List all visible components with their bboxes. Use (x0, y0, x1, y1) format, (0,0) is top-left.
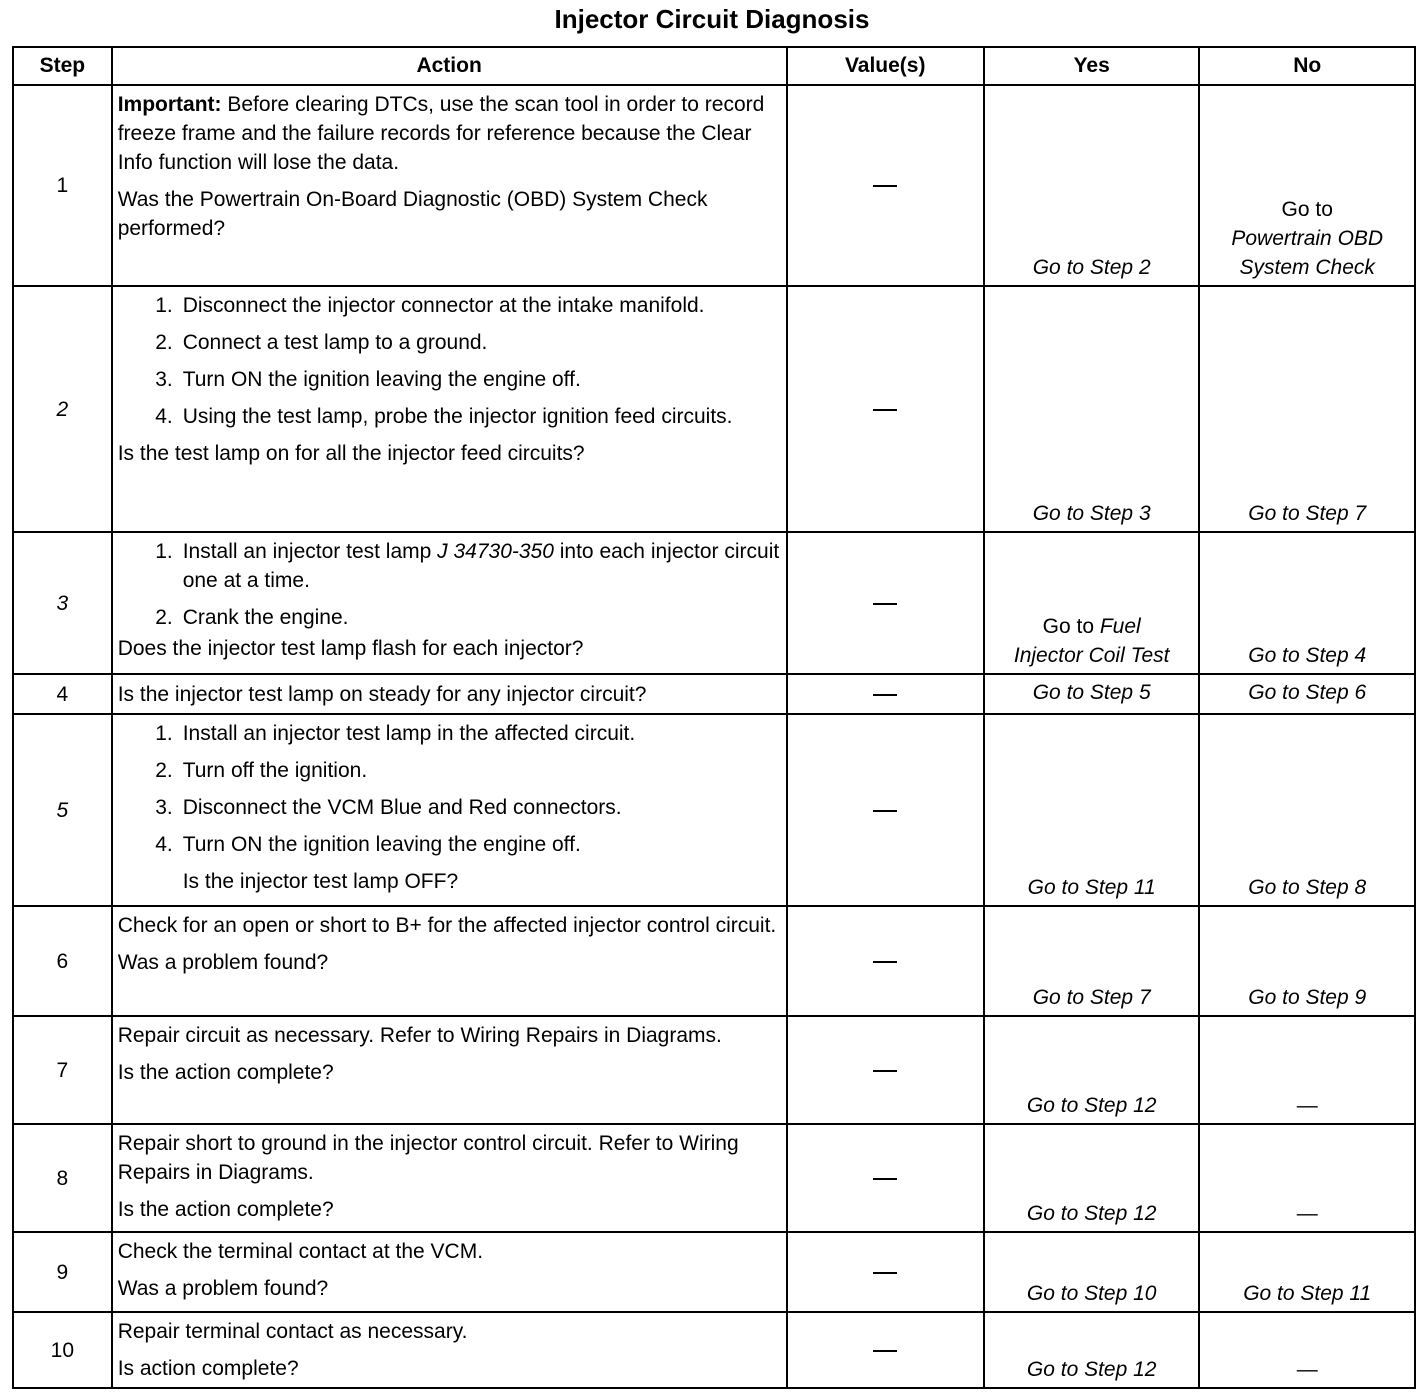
dash-mark (873, 694, 897, 696)
header-values: Value(s) (787, 47, 984, 85)
no-cell (1199, 286, 1415, 532)
value-cell (787, 1124, 984, 1232)
important-note (118, 90, 782, 177)
no-link[interactable]: Go to Step 11 (1243, 1282, 1372, 1305)
action-question: Is the action complete? (117, 1061, 334, 1084)
diagnosis-table (12, 46, 1416, 1389)
no-link[interactable]: Go to Step 7 (1248, 502, 1367, 525)
dash-mark (873, 1178, 897, 1180)
value-cell (787, 532, 984, 674)
yes-link-target[interactable]: Injector Coil Test (1013, 644, 1170, 667)
no-cell (1199, 85, 1415, 286)
yes-cell (984, 1232, 1200, 1312)
action-step: 2. Crank the engine. (155, 606, 349, 629)
page-title: Injector Circuit Diagnosis (554, 4, 870, 34)
tool-number: J 34730-350 (437, 540, 554, 563)
no-link[interactable]: Go to Step 8 (1248, 876, 1367, 899)
action-step: 1. Install an injector test lamp J 34730-350 into each injector circuit one at a time. (155, 540, 780, 592)
action-cell (112, 1232, 787, 1312)
step-number: 8 (13, 1124, 112, 1232)
step-number: 3 (13, 532, 112, 674)
yes-cell (984, 674, 1200, 714)
dash-mark (873, 1350, 897, 1352)
dash-mark (873, 961, 897, 963)
action-question: Is the test lamp on for all the injector feed circuits? (117, 442, 585, 465)
no-link[interactable]: Go to Step 4 (1248, 644, 1367, 667)
table-row (13, 532, 1415, 674)
yes-cell (984, 1124, 1200, 1232)
no-value: — (1296, 1358, 1318, 1381)
dash-mark (873, 185, 897, 187)
step-number: 7 (13, 1016, 112, 1124)
action-steps (118, 537, 782, 632)
dash-mark (873, 603, 897, 605)
table-row (13, 85, 1415, 286)
table-row (13, 1016, 1415, 1124)
action-cell (112, 532, 787, 674)
no-cell (1199, 1016, 1415, 1124)
step-number: 4 (13, 674, 112, 714)
value-cell (787, 1016, 984, 1124)
value-cell (787, 906, 984, 1016)
table-row (13, 286, 1415, 532)
step-number: 9 (13, 1232, 112, 1312)
yes-link[interactable]: Go to Step 12 (1026, 1358, 1157, 1381)
header-action: Action (112, 47, 787, 85)
no-cell (1199, 1232, 1415, 1312)
step-number: 5 (13, 714, 112, 906)
action-question: Is the injector test lamp on steady for any injector circuit? (117, 682, 647, 706)
no-cell (1199, 1312, 1415, 1388)
action-question: Is the injector test lamp OFF? (182, 870, 459, 893)
no-value: — (1296, 1094, 1318, 1117)
action-step: 1. Disconnect the injector connector at the intake manifold. (155, 294, 705, 317)
action-question: Was the Powertrain On-Board Diagnostic (OBD) System Check performed? (117, 188, 708, 240)
action-question: Is the action complete? (117, 1198, 334, 1221)
step-number: 2 (13, 286, 112, 532)
no-cell (1199, 906, 1415, 1016)
action-text: Repair short to ground in the injector control circuit. Refer to Wiring Repairs in Diagrams. (117, 1132, 739, 1184)
yes-cell (984, 906, 1200, 1016)
header-yes: Yes (984, 47, 1200, 85)
action-step: 1. Install an injector test lamp in the affected circuit. (155, 722, 636, 745)
table-row (13, 1312, 1415, 1388)
yes-link[interactable]: Go to Step 2 (1032, 256, 1151, 279)
no-link[interactable]: Go to Step 9 (1248, 986, 1367, 1009)
action-cell (112, 906, 787, 1016)
action-cell (112, 674, 787, 714)
yes-link[interactable]: Go to Step 3 (1032, 502, 1151, 525)
yes-link[interactable]: Go to Step 12 (1026, 1202, 1157, 1225)
action-step: 3. Turn ON the ignition leaving the engine off. (155, 368, 581, 391)
yes-link[interactable]: Go to Step 10 (1026, 1282, 1157, 1305)
action-question: Is action complete? (117, 1357, 299, 1380)
step-number: 1 (13, 85, 112, 286)
header-no: No (1199, 47, 1415, 85)
dash-mark (873, 810, 897, 812)
yes-link[interactable]: Go to Step 11 (1027, 876, 1156, 899)
table-row (13, 906, 1415, 1016)
action-steps (118, 719, 782, 859)
value-cell (787, 85, 984, 286)
table-row (13, 1124, 1415, 1232)
no-cell (1199, 1124, 1415, 1232)
no-cell (1199, 714, 1415, 906)
yes-cell (984, 714, 1200, 906)
important-label: Important: (117, 93, 222, 116)
no-link-prefix[interactable]: Go to (1281, 198, 1333, 221)
action-step: 2. Turn off the ignition. (155, 759, 368, 782)
action-cell (112, 286, 787, 532)
yes-cell (984, 1016, 1200, 1124)
action-steps (118, 291, 782, 431)
dash-mark (873, 1272, 897, 1274)
step-number: 10 (13, 1312, 112, 1388)
action-cell (112, 714, 787, 906)
no-cell (1199, 674, 1415, 714)
action-cell (112, 1124, 787, 1232)
dash-mark (873, 1070, 897, 1072)
action-cell (112, 85, 787, 286)
yes-cell (984, 532, 1200, 674)
yes-link[interactable]: Go to Fuel (1042, 615, 1141, 638)
yes-link[interactable]: Go to Step 7 (1032, 986, 1151, 1009)
yes-cell (984, 286, 1200, 532)
action-text: Check for an open or short to B+ for the affected injector control circuit. (117, 914, 777, 937)
action-question: Does the injector test lamp flash for each injector? (117, 637, 584, 660)
action-text: Repair circuit as necessary. Refer to Wiring Repairs in Diagrams. (117, 1024, 722, 1047)
action-cell (112, 1016, 787, 1124)
action-question: Was a problem found? (117, 1277, 329, 1300)
dash-mark (873, 409, 897, 411)
table-row (13, 674, 1415, 714)
yes-cell (984, 1312, 1200, 1388)
important-text: Before clearing DTCs, use the scan tool in order to record freeze frame and the failure records for reference because the Clear Info function will lose the data. (117, 93, 765, 174)
no-value: — (1296, 1202, 1318, 1225)
value-cell (787, 286, 984, 532)
no-link-target[interactable]: Powertrain OBD System Check (1231, 227, 1384, 279)
action-question: Was a problem found? (117, 951, 329, 974)
action-step: 3. Disconnect the VCM Blue and Red connectors. (155, 796, 622, 819)
table-row (13, 714, 1415, 906)
value-cell (787, 714, 984, 906)
value-cell (787, 1232, 984, 1312)
table-header-row (13, 47, 1415, 85)
action-step: 4. Using the test lamp, probe the injector ignition feed circuits. (155, 405, 733, 428)
header-step: Step (13, 47, 112, 85)
yes-link[interactable]: Go to Step 5 (1032, 681, 1151, 704)
value-cell (787, 674, 984, 714)
action-cell (112, 1312, 787, 1388)
step-number: 6 (13, 906, 112, 1016)
action-step: 4. Turn ON the ignition leaving the engine off. (155, 833, 581, 856)
action-step: 2. Connect a test lamp to a ground. (155, 331, 488, 354)
no-link[interactable]: Go to Step 6 (1248, 681, 1367, 704)
action-text: Check the terminal contact at the VCM. (117, 1240, 484, 1263)
value-cell (787, 1312, 984, 1388)
yes-cell (984, 85, 1200, 286)
action-text: Repair terminal contact as necessary. (117, 1320, 468, 1343)
yes-link[interactable]: Go to Step 12 (1026, 1094, 1157, 1117)
table-row (13, 1232, 1415, 1312)
no-cell (1199, 532, 1415, 674)
